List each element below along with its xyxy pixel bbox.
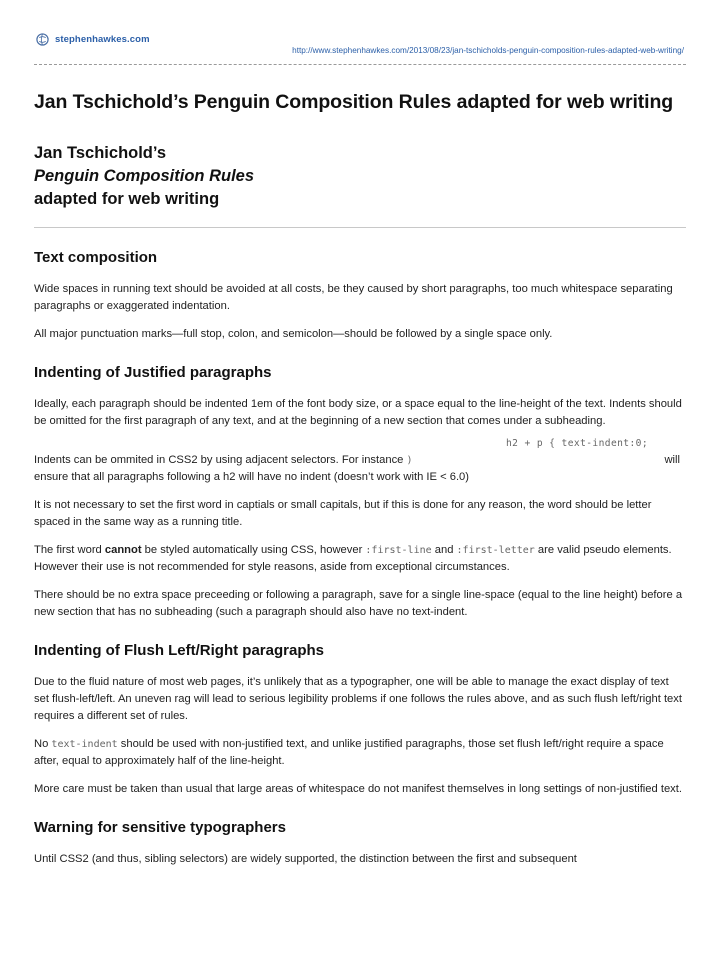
site-name-link[interactable]: stephenhawkes.com	[55, 34, 150, 45]
paragraph: All major punctuation marks—full stop, colon, and semicolon—should be followed by a single space only.	[34, 328, 553, 340]
paragraph: Wide spaces in running text should be avoided at all costs, be they caused by short paragraphs, too much whitespace separating paragraphs or exaggerated indentation.	[34, 283, 673, 312]
text-fragment: Indents can be ommited in CSS2 by using adjacent selectors. For instance	[34, 454, 404, 466]
paragraph: Until CSS2 (and thus, sibling selectors) are widely supported, the distinction between the first and subsequent	[34, 853, 577, 865]
paragraph-with-code	[34, 542, 686, 576]
site-header	[36, 33, 150, 46]
heading-warning: Warning for sensitive typographers	[34, 819, 286, 836]
code-snippet: h2 + p { text-indent:0;	[505, 438, 648, 449]
header-divider	[34, 64, 686, 65]
code-brace: )	[406, 455, 413, 466]
text-fragment: will	[664, 454, 680, 466]
paragraph: Ideally, each paragraph should be indented 1em of the font body size, or a space equal to the line-height of the text. Indents should be omitted for the first paragraph of any text, and at the beginning of a new section that comes under a subheading.	[34, 398, 682, 427]
bold-word: cannot	[104, 544, 142, 556]
page-title: Jan Tschichold’s Penguin Composition Rules adapted for web writing	[34, 91, 674, 113]
code-text-indent: text-indent	[51, 739, 118, 750]
heading-justified-paragraphs: Indenting of Justified paragraphs	[34, 364, 272, 381]
subtitle-line-1: Jan Tschichold’s	[34, 144, 167, 162]
text-fragment: are valid pseudo elements. However their use is not recommended for style reasons, aside from exceptional circumstances.	[34, 544, 672, 573]
paragraph: More care must be taken than usual that large areas of whitespace do not manifest themselves in long settings of non-justified text.	[34, 783, 682, 795]
paragraph: It is not necessary to set the first word in captials or small capitals, but if this is done for any reason, the word should be letter spaced in the same way as a running title.	[34, 499, 652, 528]
paragraph: Due to the fluid nature of most web pages, it’s unlikely that as a typographer, one will be able to manage the exact display of text set flush-left/left. An uneven rag will lead to serious legibility problems if one follows the rules above, and as such flush left/right text requires a different set of rules.	[34, 676, 682, 722]
title-divider	[34, 227, 686, 228]
heading-flush-paragraphs: Indenting of Flush Left/Right paragraphs	[34, 642, 324, 659]
code-snippet-line	[34, 435, 686, 452]
text-fragment: be styled automatically using CSS, however	[141, 544, 366, 556]
text-fragment: The first word	[34, 544, 105, 556]
paragraph-with-code	[34, 435, 686, 486]
subtitle-line-3: adapted for web writing	[34, 190, 220, 208]
code-first-letter: :first-letter	[456, 545, 535, 556]
globe-icon	[36, 33, 49, 46]
text-fragment: and	[431, 544, 457, 556]
paragraph-with-code	[34, 736, 686, 770]
article-body	[34, 88, 686, 868]
code-first-line: :first-line	[365, 545, 432, 556]
text-fragment: No	[34, 738, 52, 750]
text-fragment: ensure that all paragraphs following a h2 will have no indent (doesn’t work with IE < 6.0)	[34, 471, 470, 483]
article-subtitle	[34, 142, 686, 211]
paragraph: There should be no extra space preceeding or following a paragraph, save for a single line-space (equal to the line height) before a new section that has no subheading (such a paragraph should also have no text-indent.	[34, 589, 683, 618]
heading-text-composition: Text composition	[34, 249, 158, 266]
code-line-text	[34, 452, 686, 469]
subtitle-line-2: Penguin Composition Rules	[34, 167, 255, 185]
text-fragment: should be used with non-justified text, and unlike justified paragraphs, those set flush left/right require a space after, equal to approximately half of the line-height.	[34, 738, 664, 767]
page-url-link[interactable]: http://www.stephenhawkes.com/2013/08/23/jan-tschicholds-penguin-composition-rules-adapted-web-writing/	[292, 46, 684, 55]
